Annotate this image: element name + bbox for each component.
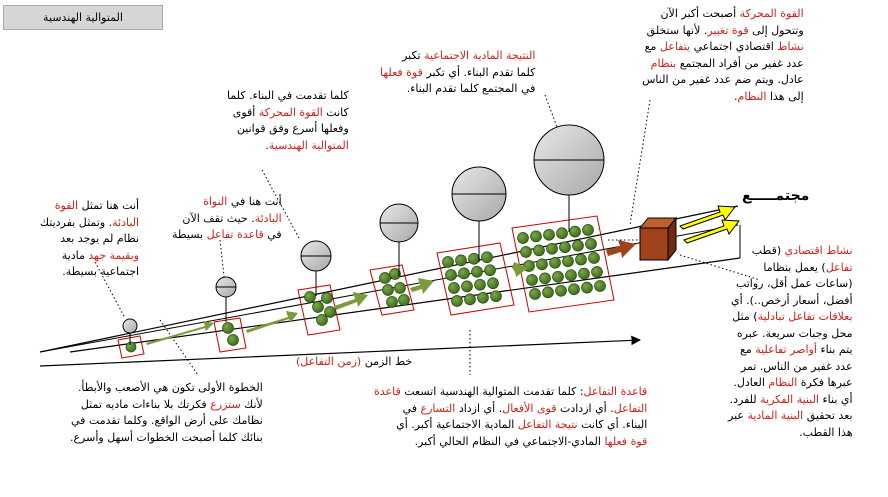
highlight-term: النتيجة المادية الاجتماعية [424, 49, 536, 62]
sphere [123, 319, 137, 333]
ball [556, 285, 567, 296]
ball [456, 255, 467, 266]
ball [553, 271, 564, 282]
text-run: عادل. ويتم ضم عدد غفير من الناس [642, 73, 804, 86]
ball [544, 229, 555, 240]
text-line [40, 198, 139, 215]
highlight-term: بنظام [650, 56, 677, 70]
highlight-term: البنية المادية [747, 409, 804, 422]
ball [521, 247, 532, 258]
ball [570, 226, 581, 237]
ball [560, 242, 571, 253]
text-run: وفعلها أسرع وفق قوانين [236, 122, 349, 135]
text-line [642, 89, 804, 106]
highlight-term: نتيجة التفاعل [517, 418, 578, 431]
text-line [642, 39, 804, 56]
progress-arrow [246, 311, 298, 333]
highlight-term: أواصر تفاعلية [755, 343, 817, 356]
ball [557, 228, 568, 239]
ball [223, 323, 234, 334]
text-line [374, 417, 647, 434]
ball [443, 257, 454, 268]
highlight-term: قاعدة تفاعل [206, 228, 264, 241]
text-run: عدد غفير من الناس. تمر [740, 359, 853, 373]
ball [491, 291, 502, 302]
time-axis-label-paren: (زمن التفاعل) [296, 355, 362, 368]
text-line [380, 65, 535, 82]
text-line [70, 430, 263, 447]
ball [569, 284, 580, 295]
text-run: أفضل، أسعار أرخص..). أي [731, 293, 853, 307]
text-run: . حيث تقف الآن [182, 211, 255, 225]
ball [126, 342, 136, 352]
text-run: مع [644, 40, 660, 53]
text-run: العادل. [733, 376, 769, 389]
text-run: كانت [322, 105, 349, 119]
highlight-term: النظام [768, 376, 798, 389]
text-run: بسيطة [172, 228, 207, 241]
text-nucleus [172, 194, 282, 244]
text-top-right [642, 6, 804, 105]
text-line [227, 138, 349, 155]
text-run: أقوى [232, 105, 259, 119]
time-axis-label-text: خط الزمن [364, 355, 413, 368]
ball [322, 293, 333, 304]
text-run: وتتحول إلى [748, 23, 804, 37]
ball [566, 270, 577, 281]
text-run: ) مثل [732, 310, 758, 323]
ball [475, 279, 486, 290]
ball [399, 295, 410, 306]
text-line [40, 215, 139, 232]
highlight-term: بعلاقات تفاعل تبادلية [757, 310, 853, 323]
highlight-term: التسارع [420, 401, 456, 415]
ball [550, 257, 561, 268]
text-run: في [402, 401, 421, 415]
ball [478, 292, 489, 303]
highlight-term: يتفاعل [659, 40, 691, 53]
text-line [728, 309, 853, 326]
text-run: (ساعات عمل أقل، رواتب [735, 277, 853, 290]
ball [469, 253, 480, 264]
text-line [374, 434, 647, 451]
diagram-title-text: المتوالية الهندسية [43, 11, 123, 24]
ball [592, 267, 603, 278]
ball [543, 287, 554, 298]
highlight-term: البادئة [112, 215, 140, 229]
text-line [172, 211, 282, 228]
text-line [40, 248, 139, 265]
ball [582, 282, 593, 293]
text-run: عبر [728, 409, 748, 422]
text-run: (قطب [751, 244, 785, 257]
text-line [642, 23, 804, 40]
ball [317, 315, 328, 326]
text-line [728, 243, 853, 260]
text-result-top [380, 48, 535, 98]
highlight-term: تفاعل [825, 260, 853, 274]
ball [576, 254, 587, 265]
text-line [70, 397, 263, 414]
ball [540, 273, 551, 284]
text-line [728, 260, 853, 277]
text-line [728, 408, 853, 425]
text-run: إلى هذا [766, 89, 804, 103]
text-run: مع [739, 343, 756, 356]
text-line [728, 359, 853, 376]
text-run: فكرتك بلا بناءات ماديه تمثل [80, 397, 211, 411]
ball [482, 252, 493, 263]
text-line [642, 56, 804, 73]
text-run: لأنك [240, 397, 263, 411]
text-run: . [734, 89, 738, 103]
balls-group [126, 225, 606, 353]
time-axis-label [296, 354, 412, 371]
text-run: كلما تقدم البناء. أي تكبر [422, 65, 536, 79]
diagram-title [3, 5, 163, 30]
text-run: عدد غفير من أفراد المجتمع [676, 56, 804, 70]
highlight-term: البادئة [254, 211, 282, 225]
ball [380, 273, 391, 284]
text-run: هذا القطب. [799, 425, 853, 439]
text-run: . [265, 138, 269, 152]
text-run: نظامك على أرض الواقع. وكلما تقدمت في [70, 414, 263, 427]
ball [387, 297, 398, 308]
ball [595, 281, 606, 292]
text-run: مادية [61, 248, 89, 262]
text-run: في [263, 228, 282, 241]
text-right-bottom [728, 243, 853, 441]
text-line [70, 380, 263, 397]
ball [465, 294, 476, 305]
highlight-term: قاعدة [374, 385, 401, 398]
ball [472, 266, 483, 277]
ball [446, 270, 457, 281]
text-line [374, 384, 647, 401]
text-line [728, 293, 853, 310]
highlight-term: ستزرع [210, 397, 241, 411]
highlight-term: النواة [203, 195, 228, 208]
highlight-term: القوة [54, 199, 79, 212]
text-line [728, 425, 853, 442]
text-run: اقتصادي اجتماعي [690, 40, 778, 53]
text-line [380, 48, 535, 65]
text-run: نظام لم يوجد بعد [60, 232, 140, 245]
text-run: تكبر [402, 49, 425, 62]
ball [228, 335, 239, 346]
text-run: اجتماعية بسيطة. [62, 265, 140, 278]
text-line [40, 231, 139, 248]
text-line [728, 326, 853, 343]
text-line [728, 342, 853, 359]
ball [462, 281, 473, 292]
text-line [728, 276, 853, 293]
text-run: كلما تقدمت في البناء. كلما [227, 89, 349, 102]
progress-arrow [410, 278, 434, 294]
text-run: للفرد. [729, 392, 761, 406]
ball [579, 268, 590, 279]
ball [395, 283, 406, 294]
text-interaction-base [374, 384, 647, 450]
text-run: . لأنها ستخلق [646, 23, 708, 37]
highlight-term: قوى الأفعال [502, 401, 557, 415]
highlight-term: التفاعل [613, 401, 648, 415]
text-run: المادية الاجتماعية أكبر. أي [396, 418, 518, 431]
ball [449, 283, 460, 294]
text-run: بنائك كلما أصبحت الخطوات أسهل وأسرع. [70, 430, 263, 444]
ball [573, 240, 584, 251]
highlight-term: قوة فعلها [604, 434, 648, 448]
highlight-term: وبقيمة جهد [88, 248, 140, 262]
text-run: البناء. أي كانت [577, 418, 648, 431]
highlight-term: قوة فعلها [380, 65, 423, 79]
text-run: . وتمثل بفرديتك [40, 215, 113, 229]
text-driving-force [227, 88, 349, 154]
text-line [728, 392, 853, 409]
ball [537, 259, 548, 270]
text-line [70, 413, 263, 430]
ball [485, 265, 496, 276]
text-line [642, 6, 804, 23]
economic-pole-cube [640, 218, 676, 260]
text-line [40, 264, 139, 281]
highlight-term: نشاط اقتصادي [784, 244, 853, 257]
text-run: يتم بناء [816, 343, 853, 356]
text-run: الخطوة الأولى تكون هي الأصعب والأبطأ. [77, 381, 263, 394]
text-line [728, 375, 853, 392]
progress-arrow [606, 240, 636, 258]
highlight-term: البنية الفكرية [760, 392, 819, 406]
ball [518, 233, 529, 244]
ball [313, 302, 324, 313]
text-line [642, 72, 804, 89]
text-line [227, 105, 349, 122]
ball [530, 289, 541, 300]
text-run: في المجتمع كلما تقدم البناء. [406, 82, 536, 95]
text-run: محل وجبات سريعة. عبره [736, 326, 853, 340]
ball [527, 275, 538, 286]
highlight-term: المتوالية الهندسية [268, 138, 349, 152]
text-run: أي بناء [818, 392, 853, 406]
text-run: . أي ازدادت [556, 401, 614, 415]
text-line [172, 227, 282, 244]
ball [531, 231, 542, 242]
society-label: مجتمـــــع [742, 188, 810, 204]
ball [305, 292, 316, 303]
text-line [380, 81, 535, 98]
text-run: بعد تحقيق [803, 409, 853, 422]
highlight-term: نشاط [777, 40, 804, 53]
ball [586, 239, 597, 250]
ball [383, 285, 394, 296]
text-run: أنت هنا تمثل [78, 199, 140, 212]
text-line [172, 194, 282, 211]
highlight-term: النظام [737, 89, 767, 103]
text-line [374, 401, 647, 418]
text-run: : كلما تقدمت المتوالية الهندسية اتسعت [400, 385, 584, 398]
text-run: ) يعمل بنظاما [763, 260, 826, 274]
ball [547, 243, 558, 254]
text-initial-force [40, 198, 139, 281]
ball [563, 256, 574, 267]
highlight-term: قاعدة التفاعل [583, 385, 648, 398]
ball [488, 278, 499, 289]
text-line [227, 121, 349, 138]
text-run: . أي ازداد [455, 401, 503, 415]
highlight-term: القوة المحركة [739, 7, 804, 20]
progress-arrow [334, 292, 368, 310]
text-run: عبرها فكرة [797, 376, 853, 389]
text-line [227, 88, 349, 105]
ball [583, 225, 594, 236]
ball [534, 245, 545, 256]
text-first-step [70, 380, 263, 446]
ball [325, 307, 336, 318]
ball [459, 268, 470, 279]
highlight-term: القوة المحركة [258, 105, 323, 119]
text-run: المادي-الاجتماعي في النظام الحالي أكبر. [414, 434, 605, 448]
text-run: أصبحت أكبر الآن [660, 7, 740, 20]
ball [452, 296, 463, 307]
highlight-term: قوة تغيير [707, 23, 749, 37]
text-run: أنت هنا في [227, 195, 282, 208]
ball [589, 253, 600, 264]
